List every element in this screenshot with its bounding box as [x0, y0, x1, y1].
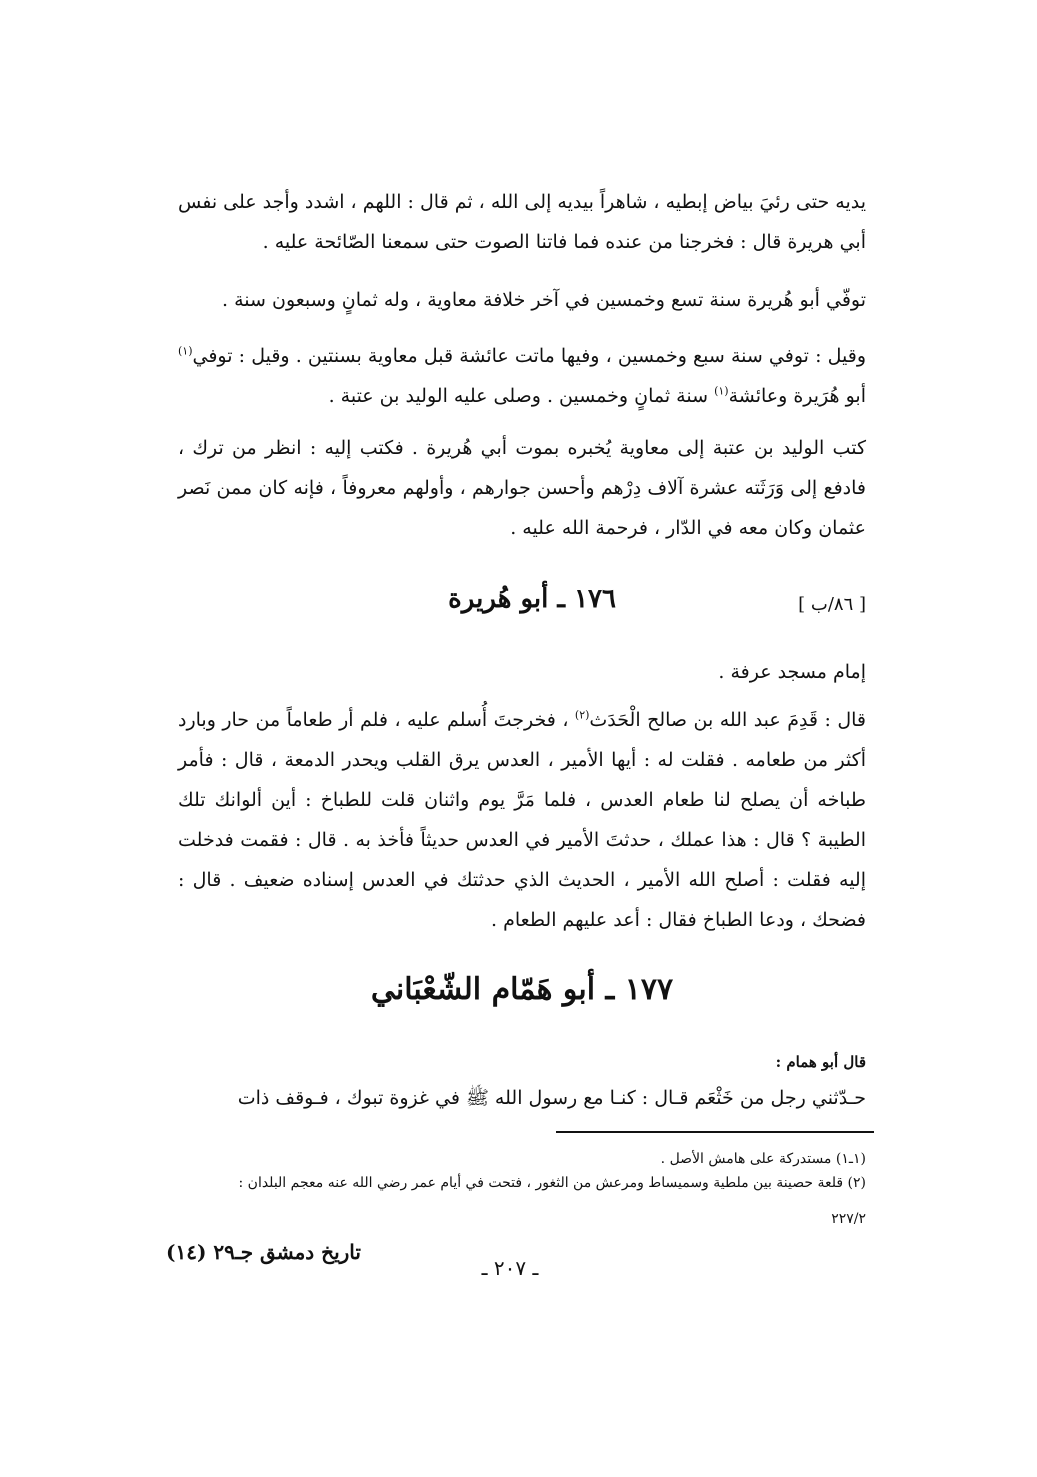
footnote-marker: (٢) — [574, 708, 590, 722]
footnote-marker: (١) — [178, 344, 193, 358]
entry-176-title: ١٧٦ ـ أبو هُريرة — [448, 584, 616, 614]
footnote-2: (٢) قلعة حصينة بين ملطية وسميساط ومرعش من الثغور ، فتحت في أيام عمر رضي الله عنه معجم البلدان : — [238, 1175, 866, 1191]
entry-176-heading — [178, 584, 866, 632]
footnote-marker: (١) — [714, 384, 729, 398]
entry-177-lead: قال أبو همام : — [775, 1053, 866, 1071]
text-segment: قال : قَدِمَ عبد الله بن صالح الْحَدَث — [589, 709, 866, 731]
footnote-2-continuation: ٢٢٧/٢ — [831, 1211, 866, 1227]
paragraph-letter: كتب الوليد بن عتبة إلى معاوية يُخبره بموت أبي هُريرة . فكتب إليه : انظر من ترك ، فادفع إلى وَرَثَته عشرة آلاف دِرْهم وأحسن جوارهم ، وأولهم معروفاً ، فإنه كان ممن نَصر عثمان وكان معه في الدّار ، فرحمة الله عليه . — [178, 437, 866, 539]
entry-177-narrative: حـدّثني رجل من خَثْعَم قـال : كنـا مع رسول الله ﷺ في غزوة تبوك ، فـوقف ذات — [237, 1087, 866, 1109]
footer-book-title: تاريخ دمشق جـ٢٩ (١٤) — [166, 1240, 361, 1264]
manuscript-folio-ref: [ ٨٦/ب ] — [798, 594, 866, 615]
footnote-1: (١ـ١) مستدركة على هامش الأصل . — [660, 1151, 866, 1167]
text-segment: وقيل : توفي سنة سبع وخمسين ، وفيها ماتت عائشة قبل معاوية بسنتين . وقيل : توفي — [192, 345, 866, 367]
text-segment: أبو هُرَيرة وعائشة — [728, 385, 866, 407]
entry-176-intro: إمام مسجد عرفة . — [718, 661, 866, 683]
paragraph-death-date: توفّي أبو هُريرة سنة تسع وخمسين في آخر خلافة معاوية ، وله ثمانٍ وسبعون سنة . — [222, 289, 866, 311]
text-segment: سنة ثمانٍ وخمسين . وصلى عليه الوليد بن عتبة . — [328, 385, 715, 407]
entry-177-title: ١٧٧ ـ أبو هَمّام الشّعْبَاني — [370, 972, 674, 1007]
page-number: ـ ٢٠٧ ـ — [481, 1256, 539, 1280]
footnote-separator — [556, 1131, 874, 1133]
paragraph-hadith-end: يديه حتى رئيَ بياض إبطيه ، شاهراً بيديه إلى الله ، ثم قال : اللهم ، اشدد وأجد على نفس أبي هريرة قال : فخرجنا من عنده فما فاتنا الصوت حتى سمعنا الصّائحة عليه . — [178, 191, 866, 253]
text-segment: ، فخرجتَ أُسلم عليه ، فلم أر طعاماً من حار وبارد أكثر من طعامه . فقلت له : أيها الأمير ، العدس يرق القلب ويحدر الدمعة ، قال : فأمر طباخه أن يصلح لنا طعام العدس ، فلما مَرَّ يوم واثنان قلت للطباخ : أين ألوانك تلك الطيبة ؟ قال : هذا عملك ، حدثتَ الأمير في العدس حديثاً فأخذ به . قال : فقمت فدخلت إليه فقلت : أصلح الله الأمير ، الحديث الذي حدثتك في العدس إسناده ضعيف . قال : فضحك ، ودعا الطباخ فقال : أعد عليهم الطعام . — [178, 709, 866, 931]
entry-176-narrative — [178, 700, 866, 940]
paragraph-alternate-death — [178, 336, 866, 416]
